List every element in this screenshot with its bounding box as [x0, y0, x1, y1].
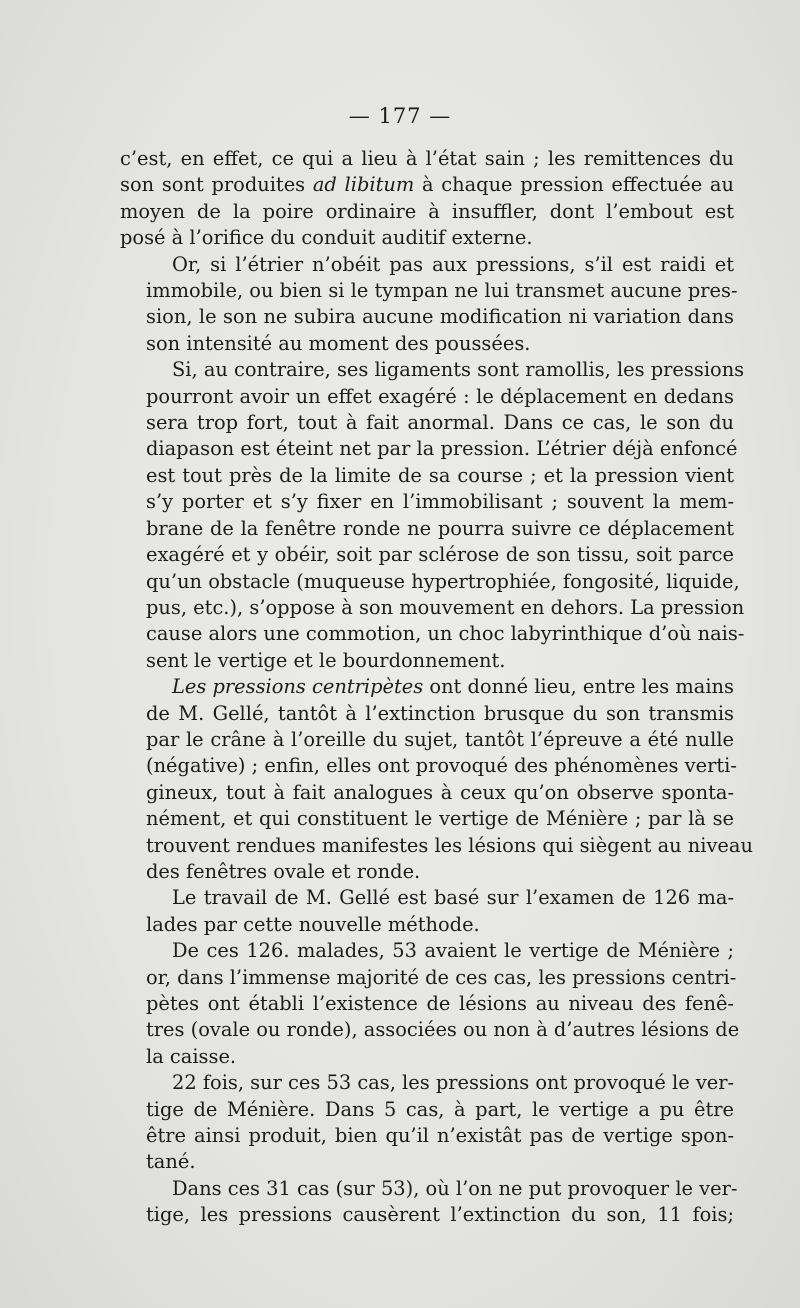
text-line: être ainsi produit, bien qu’il n’existât pas de vertige spon- — [146, 1124, 734, 1148]
text-line: des fenêtres ovale et ronde. — [146, 859, 421, 883]
text-line: exagéré et y obéir, soit par sclérose de son tissu, soit parce — [146, 543, 734, 567]
text-line: par le crâne à l’oreille du sujet, tantôt l’épreuve a été nulle — [146, 727, 734, 751]
text-line: diapason est éteint net par la pression. L’étrier déjà enfoncé — [146, 437, 738, 461]
paragraph-8 — [120, 1176, 738, 1229]
text-line: moyen de la poire ordinaire à insuffler, dont l’embout est — [120, 199, 734, 223]
text-line: c’est, en effet, ce qui a lieu à l’état sain ; les remittences du — [120, 147, 734, 170]
text-line: nément, et qui constituent le vertige de Ménière ; par là se — [146, 807, 734, 831]
text-line: immobile, ou bien si le tympan ne lui transmet aucune pres- — [146, 279, 738, 303]
page-number: — 177 — — [348, 104, 452, 128]
text-line: Or, si l’étrier n’obéit pas aux pressions, s’il est raidi et — [172, 252, 734, 276]
text-line: gineux, tout à fait analogues à ceux qu’on observe sponta- — [146, 780, 734, 804]
text-line: sion, le son ne subira aucune modification ni variation dans — [146, 305, 734, 329]
text-line: sent le vertige et le bourdonnement. — [146, 648, 506, 672]
text-line: 22 fois, sur ces 53 cas, les pressions ont provoqué le ver- — [172, 1071, 735, 1095]
body-text — [120, 146, 753, 1229]
text-line: tres (ovale ou ronde), associées ou non à d’autres lésions de — [146, 1018, 740, 1042]
text-line: de M. Gellé, tantôt à l’extinction brusque du son transmis — [146, 701, 734, 725]
text-line: pètes ont établi l’existence de lésions au niveau des fenê- — [146, 992, 734, 1015]
text-line: Dans ces 31 cas (sur 53), où l’on ne put provoquer le ver- — [172, 1176, 738, 1200]
text-line: Les pressions centripètes ont donné lieu, entre les mains — [172, 675, 734, 699]
paragraph-3 — [120, 357, 745, 674]
text-line: posé à l’orifice du conduit auditif externe. — [120, 226, 533, 250]
text-line: tané. — [146, 1150, 196, 1174]
text-line: son sont produites ad libitum à chaque pression effectuée au — [120, 173, 734, 197]
text-line: la caisse. — [146, 1044, 237, 1068]
text-line: De ces 126. malades, 53 avaient le vertige de Ménière ; — [172, 939, 734, 963]
text-line: est tout près de la limite de sa course ; et la pression vient — [146, 463, 734, 487]
text-line: pus, etc.), s’oppose à son mouvement en dehors. La pression — [146, 595, 745, 619]
text-line: trouvent rendues manifestes les lésions qui siègent au niveau — [146, 833, 753, 857]
text-line: cause alors une commotion, un choc labyrinthique d’où nais- — [146, 622, 745, 646]
text-line: or, dans l’immense majorité de ces cas, les pressions centri- — [146, 965, 737, 989]
text-line: tige de Ménière. Dans 5 cas, à part, le vertige a pu être — [146, 1097, 734, 1121]
text-line: son intensité au moment des poussées. — [146, 331, 531, 355]
text-line: qu’un obstacle (muqueuse hypertrophiée, fongosité, liquide, — [146, 569, 740, 593]
italic-phrase: Les pressions centripètes — [172, 675, 424, 699]
text-line: sera trop fort, tout à fait anormal. Dans ce cas, le son du — [146, 411, 734, 435]
paragraph-2 — [120, 252, 738, 358]
paragraph-7 — [120, 1070, 734, 1176]
text-line: (négative) ; enfin, elles ont provoqué des phénomènes verti- — [146, 754, 737, 778]
paragraph-1 — [120, 146, 734, 252]
paragraph-4 — [120, 674, 753, 885]
italic-phrase: ad libitum — [312, 173, 415, 197]
paragraph-6 — [120, 938, 740, 1070]
text-line: pourront avoir un effet exagéré : le déplacement en dedans — [146, 384, 734, 408]
text-line: lades par cette nouvelle méthode. — [146, 912, 480, 936]
text-line: brane de la fenêtre ronde ne pourra suivre ce déplacement — [146, 516, 734, 540]
paragraph-5 — [120, 885, 734, 938]
text-line: Le travail de M. Gellé est basé sur l’examen de 126 ma- — [172, 886, 734, 910]
text-line: s’y porter et s’y fixer en l’immobilisant ; souvent la mem- — [146, 490, 734, 514]
text-line: tige, les pressions causèrent l’extinction du son, 11 fois; — [146, 1203, 734, 1227]
text-line: Si, au contraire, ses ligaments sont ramollis, les pressions — [172, 358, 745, 382]
